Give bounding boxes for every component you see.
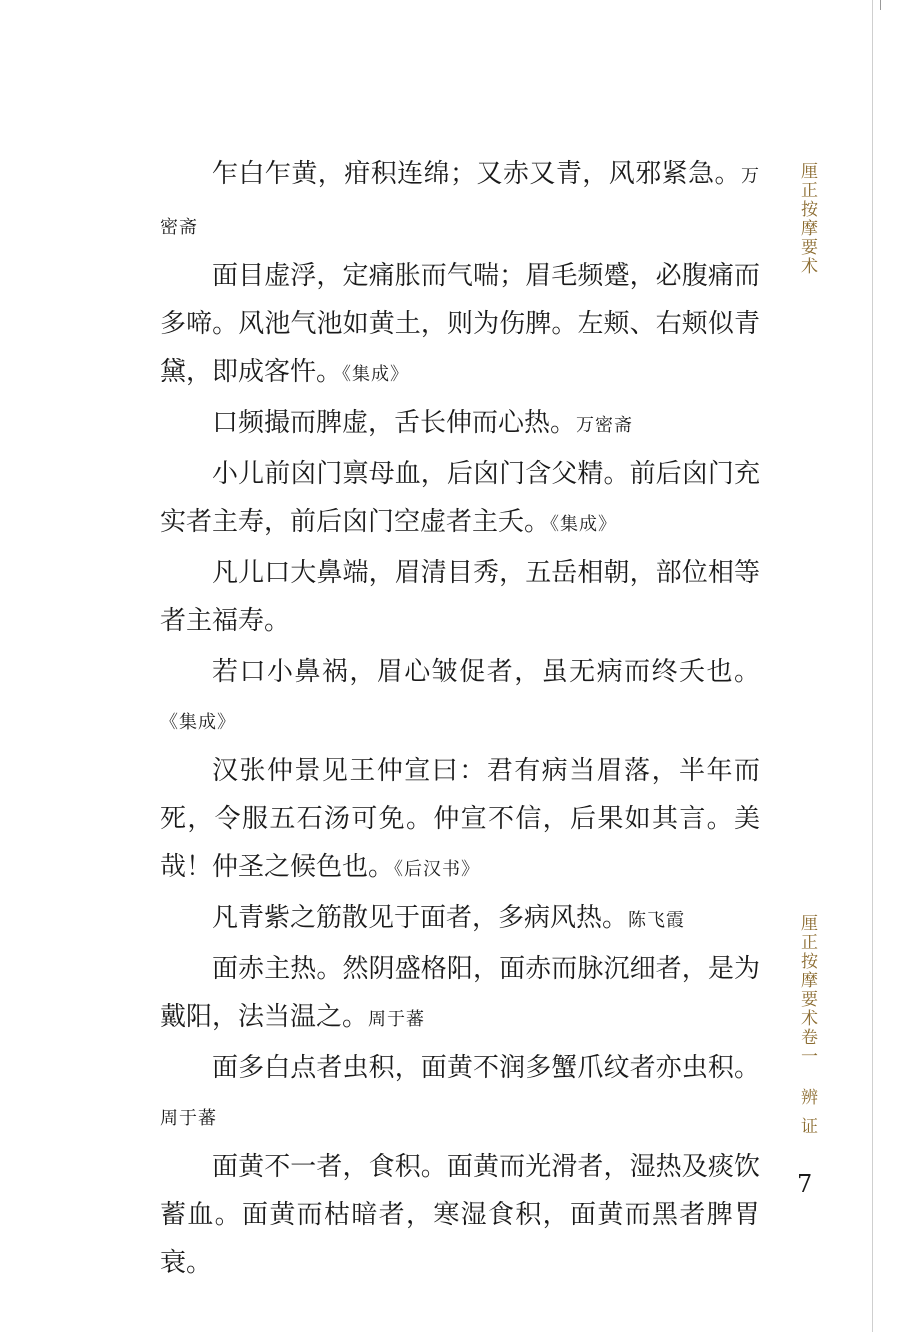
paragraph-text: 凡青紫之筋散见于面者，多病风热。 <box>212 903 629 933</box>
paragraph-text: 凡儿口大鼻端，眉清目秀，五岳相朝，部位相等者主福寿。 <box>160 558 760 636</box>
source-citation: 《集成》 <box>160 712 236 733</box>
running-title: 厘正按摩要术 <box>797 162 817 276</box>
paragraph <box>160 1143 760 1290</box>
paragraph-text: 乍白乍黄，疳积连绵；又赤又青，风邪紧急。 <box>212 159 741 189</box>
paragraph-text: 汉张仲景见王仲宣曰：君有病当眉落，半年而死，令服五石汤可免。仲宣不信，后果如其言。美哉！仲圣之候色也。 <box>160 756 760 882</box>
chapter-title: 厘正按摩要术卷一 <box>797 914 817 1066</box>
paragraph <box>160 1044 760 1143</box>
paragraph <box>160 252 760 399</box>
paragraph <box>160 945 760 1044</box>
paragraph <box>160 150 760 252</box>
paragraph-text: 口频撮而脾虚，舌长伸而心热。 <box>212 408 577 438</box>
paragraph <box>160 450 760 549</box>
paragraph-text: 小儿前囟门禀母血，后囟门含父精。前后囟门充实者主寿，前后囟门空虚者主夭。 <box>160 459 760 537</box>
source-citation: 万密斋 <box>160 166 760 238</box>
source-citation: 《集成》 <box>550 514 618 535</box>
paragraph-text: 面多白点者虫积，面黄不润多蟹爪纹者亦虫积。 <box>212 1053 760 1083</box>
paragraph-text: 面赤主热。然阴盛格阳，面赤而脉沉细者，是为戴阳，法当温之。 <box>160 954 760 1032</box>
source-citation: 周于蕃 <box>160 1108 217 1129</box>
source-citation: 《集成》 <box>342 364 410 385</box>
paragraph-text: 面目虚浮，定痛胀而气喘；眉毛频蹙，必腹痛而多啼。风池气池如黄土，则为伤脾。左颊、右颊似青黛，即成客忤。 <box>160 261 760 387</box>
source-citation: 陈飞霞 <box>628 910 686 931</box>
page-edge-rule <box>872 0 873 1332</box>
page-number: 7 <box>797 1170 813 1198</box>
source-citation: 《后汉书》 <box>394 859 481 880</box>
crop-mark <box>880 0 881 10</box>
section-title: 辨证 <box>797 1088 817 1146</box>
body-text <box>160 150 760 1290</box>
paragraph <box>160 399 760 450</box>
paragraph-text: 面黄不一者，食积。面黄而光滑者，湿热及痰饮蓄血。面黄而枯暗者，寒湿食积，面黄而黑者脾胃衰。 <box>160 1152 760 1278</box>
source-citation: 万密斋 <box>576 415 634 436</box>
source-citation: 周于蕃 <box>368 1009 426 1030</box>
paragraph-text: 若口小鼻祸，眉心皱促者，虽无病而终夭也。 <box>212 657 760 687</box>
paragraph <box>160 549 760 648</box>
paragraph <box>160 747 760 894</box>
paragraph <box>160 648 760 747</box>
paragraph <box>160 894 760 945</box>
